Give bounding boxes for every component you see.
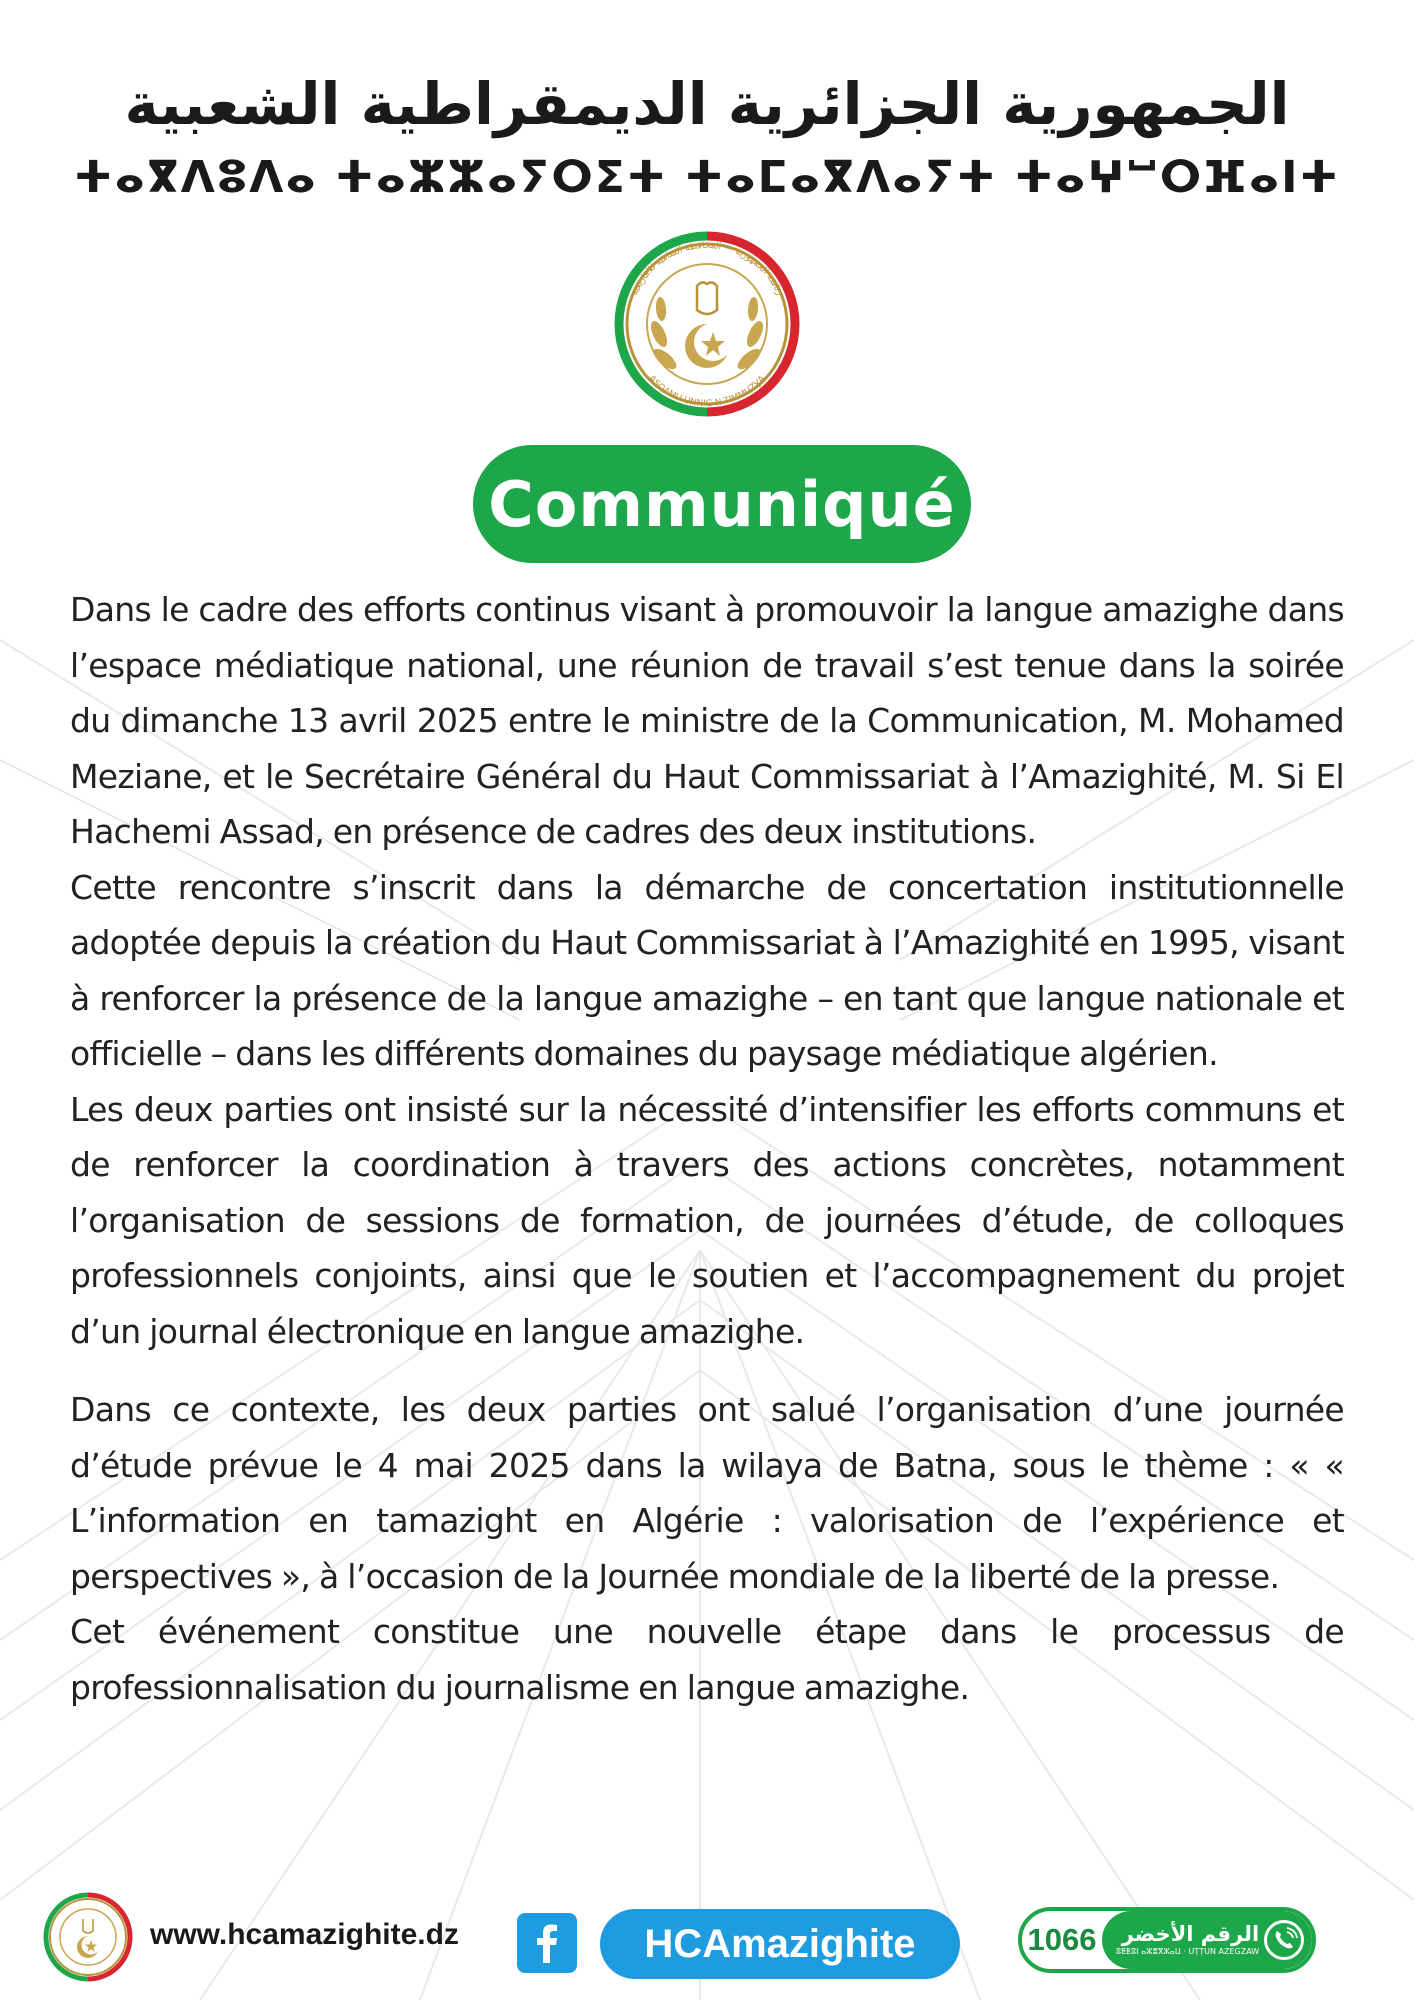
green-number-label-ar: الرقم الأخضر xyxy=(1121,1922,1260,1946)
paragraph-5: Cet événement constitue une nouvelle étape dans le processus de professionnalisation du journalisme en langue amazighe. xyxy=(70,1612,1344,1707)
emblem-bottom-text: ASQAMU UNNIG N TIMMUZƔA xyxy=(646,373,768,410)
emblem-top-text: رئاسة الجمهورية — المحافظة السامية للأمازيغية xyxy=(629,240,785,297)
communique-badge xyxy=(473,445,971,563)
communique-body xyxy=(70,582,1344,1715)
paragraph-1: Dans le cadre des efforts continus visant à promouvoir la langue amazighe dans l’espace médiatique national, une réunion de travail s’est tenue dans la soirée du dimanche 13 avril 2025 entre le ministre de la Communication, M. Mohamed Meziane, et le Secrétaire Général du Haut Commissariat à l’Amazighité, M. Si El Hachemi Assad, en présence de cadres des deux institutions. xyxy=(70,590,1344,851)
green-number: 1066 xyxy=(1027,1922,1097,1957)
badge-label: Communiqué xyxy=(488,467,956,541)
green-number-label-small: ⵓⵟⵟⵓⵏ ⴰⵣⴻⴳⵣⴰⵡ · UṬṬUN AZEGZAW xyxy=(1116,1947,1260,1956)
hca-emblem-logo xyxy=(609,214,805,436)
paragraph-4: Dans ce contexte, les deux parties ont salué l’organisation d’une journée d’étude prévue le 4 mai 2025 dans la wilaya de Batna, sous le thème : « « L’information en tamazight en Algérie : valorisation de l’expérience et perspectives », à l’occasion de la Journée mondiale de la liberté de la presse. xyxy=(70,1390,1344,1596)
footer xyxy=(0,1885,1414,1995)
facebook-icon[interactable] xyxy=(517,1913,577,1973)
header xyxy=(0,62,1414,210)
green-number-label-block xyxy=(1102,1911,1312,1969)
website-link[interactable]: www.hcamazighite.dz xyxy=(150,1918,459,1951)
paragraph-2: Cette rencontre s’inscrit dans la démarche de concertation institutionnelle adoptée depuis la création du Haut Commissariat à l’Amazighité en 1995, visant à renforcer la présence de la langue amazighe – en tant que langue nationale et officielle – dans les différents domaines du paysage médiatique algérien. xyxy=(70,867,1344,1073)
footer-emblem-logo xyxy=(40,1885,136,1995)
title-tifinagh: ⵜⴰⴳⴷⵓⴷⴰ ⵜⴰⵣⵣⴰⵢⵔⵉⵜ ⵜⴰⵎⴰⴳⴷⴰⵢⵜ ⵜⴰⵖⵯⵔⴼⴰⵏⵜ xyxy=(73,152,1341,203)
title-arabic: الجمهورية الجزائرية الديمقراطية الشعبية xyxy=(124,70,1290,138)
green-number-badge[interactable] xyxy=(1018,1907,1316,1973)
phone-icon xyxy=(1262,1918,1306,1962)
paragraph-3: Les deux parties ont insisté sur la nécessité d’intensifier les efforts communs et de renforcer la coordination à travers des actions concrètes, notamment l’organisation de sessions de formation, de journées d’étude, de colloques professionnels conjoints, ainsi que le soutien et l’accompagnement du projet d’un journal électronique en langue amazighe. xyxy=(70,1089,1344,1351)
facebook-handle[interactable]: HCAmazighite xyxy=(600,1909,960,1979)
